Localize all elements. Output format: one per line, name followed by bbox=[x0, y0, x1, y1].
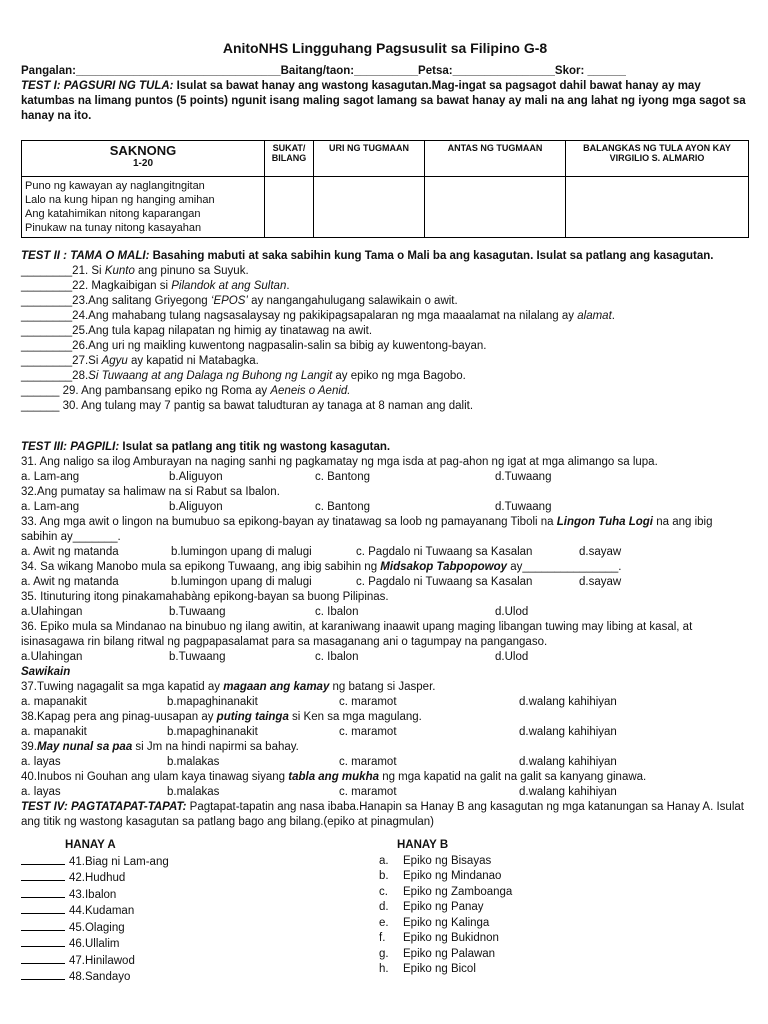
choice-b[interactable]: b.Tuwaang bbox=[169, 651, 226, 663]
hanay-b-item: b. Epiko ng Mindanao bbox=[379, 870, 502, 882]
choice-c[interactable]: c. Bantong bbox=[315, 501, 370, 513]
choice-a[interactable]: a. layas bbox=[21, 756, 61, 768]
answer-blank[interactable]: ________ bbox=[21, 355, 73, 367]
balangkas-header: BALANGKAS NG TULA AYON KAY VIRGILIO S. ALMARIO bbox=[566, 141, 749, 177]
answer-blank[interactable] bbox=[21, 870, 65, 881]
answer-blank[interactable]: ________ bbox=[21, 265, 73, 277]
question-26: ________26.Ang uri ng maikling kuwentong nagpasalin-salin sa bibig ay kuwentong-bayan. bbox=[21, 340, 487, 352]
answer-blank[interactable]: ________ bbox=[21, 295, 73, 307]
hanay-b-item: c. Epiko ng Zamboanga bbox=[379, 885, 513, 898]
choice-b[interactable]: b.lumingon upang di malugi bbox=[171, 546, 312, 558]
answer-blank[interactable]: ________ bbox=[21, 280, 73, 292]
uri-answer-cell[interactable] bbox=[314, 177, 425, 238]
test1-label: TEST I: PAGSURI NG TULA: bbox=[21, 80, 174, 92]
choice-a[interactable]: a.Ulahingan bbox=[21, 651, 83, 663]
hanay-a-item: 46.Ullalim bbox=[21, 936, 351, 953]
choice-c[interactable]: c. maramot bbox=[339, 696, 397, 708]
choice-d[interactable]: d.Ulod bbox=[495, 606, 529, 618]
hanay-b-item: f. Epiko ng Bukidnon bbox=[379, 932, 499, 944]
choice-b[interactable]: b.mapaghinanakit bbox=[167, 696, 258, 708]
hanay-a-item: 47.Hinilawod bbox=[21, 953, 351, 970]
test2-section bbox=[21, 249, 749, 414]
hanay-a bbox=[21, 838, 351, 986]
question-27: ________27.Si Agyu ay kapatid ni Matabagka. bbox=[21, 355, 259, 367]
hanay-a-item: 45.Olaging bbox=[21, 920, 351, 937]
test1-instruction: Isulat sa bawat hanay ang wastong kasagutan.Mag-ingat sa pagsagot dahil bawat hanay ay may katumbas na limang puntos (5 points) ngunit isang maling sagot lamang sa bawat hanay ay mali na ang lahat ng iyong mga sagot sa hanay na ito. bbox=[21, 80, 746, 122]
choice-d[interactable]: d.walang kahihiyan bbox=[519, 696, 617, 708]
question-38: 38.Kapag pera ang pinag-uusapan ay puting tainga si Ken sa mga magulang. bbox=[21, 711, 422, 723]
question-30: ______ 30. Ang tulang may 7 pantig sa bawat taludturan ay tanaga at 8 naman ang dalit. bbox=[21, 400, 474, 412]
choices-31 bbox=[21, 470, 749, 485]
choice-d[interactable]: d.walang kahihiyan bbox=[519, 726, 617, 738]
hanay-a-heading: HANAY A bbox=[65, 839, 116, 851]
hanay-a-item: 44.Kudaman bbox=[21, 903, 351, 920]
question-31: 31. Ang naligo sa ilog Amburayan na naging sanhi ng pagkamatay ng mga isda at pag-ahon ng igat at mga alimango sa lupa. bbox=[21, 456, 658, 468]
choice-a[interactable]: a. mapanakit bbox=[21, 696, 87, 708]
question-32: 32.Ang pumatay sa halimaw na si Rabut sa Ibalon. bbox=[21, 486, 280, 498]
choice-a[interactable]: a. Lam-ang bbox=[21, 501, 80, 513]
answer-blank[interactable]: ________ bbox=[21, 370, 73, 382]
test2-label: TEST II : TAMA O MALI: bbox=[21, 250, 150, 262]
choice-d[interactable]: d.sayaw bbox=[579, 576, 622, 588]
uri-header: URI NG TUGMAAN bbox=[314, 141, 425, 177]
choice-d[interactable]: d.Tuwaang bbox=[495, 471, 552, 483]
test2-instruction: Basahing mabuti at saka sabihin kung Tama o Mali ba ang kasagutan. Isulat sa patlang ang kasagutan. bbox=[149, 250, 714, 262]
poem-line: Pinukaw na tunay nitong kasayahan bbox=[25, 222, 202, 234]
hanay-a-item: 42.Hudhud bbox=[21, 870, 351, 887]
hanay-b-item: d. Epiko ng Panay bbox=[379, 901, 484, 913]
poem-line: Lalo na kung hipan ng hanging amihan bbox=[25, 194, 215, 206]
hanay-b-heading: HANAY B bbox=[397, 839, 449, 851]
choice-b[interactable]: b.Aliguyon bbox=[169, 501, 223, 513]
choice-c[interactable]: c. maramot bbox=[339, 786, 397, 798]
poem-cell bbox=[22, 177, 265, 238]
choice-c[interactable]: c. Pagdalo ni Tuwaang sa Kasalan bbox=[356, 546, 533, 558]
answer-blank[interactable] bbox=[21, 903, 65, 914]
student-info-line: Pangalan:________________________________Baitang/taon:__________Petsa:________________Skor: ______ bbox=[21, 65, 626, 77]
answer-blank[interactable]: ________ bbox=[21, 310, 73, 322]
answer-blank[interactable]: ______ bbox=[21, 385, 63, 397]
choices-32 bbox=[21, 500, 749, 515]
hanay-b-item: g. Epiko ng Palawan bbox=[379, 947, 496, 960]
sukat-header: SUKAT/ BILANG bbox=[265, 141, 314, 177]
test4-instruction: Pagtapat-tapatin ang nasa ibaba.Hanapin sa Hanay B ang kasagutan ng mga katanungan sa Hanay A. Isulat ang titik ng wastong kasagutan sa patlang bago ang bilang.(epiko at pinagmulan) bbox=[21, 801, 744, 828]
question-36: 36. Epiko mula sa Mindanao na binubuo ng ilang awitin, at karaniwang inaawit upang maging libangan tuwing may libing at kasal, at isinasagawa rin bilang ritwal ng pagpapasalamat para sa masaganang ani o tagumpay na pangangaso. bbox=[21, 621, 693, 648]
answer-blank[interactable] bbox=[21, 854, 65, 865]
saknong-table bbox=[21, 140, 749, 238]
choice-a[interactable]: a. Awit ng matanda bbox=[21, 546, 119, 558]
saknong-header bbox=[22, 141, 265, 177]
choice-a[interactable]: a.Ulahingan bbox=[21, 606, 83, 618]
question-40: 40.Inubos ni Gouhan ang ulam kaya tinawag siyang tabla ang mukha ng mga kapatid na galit na galit sa kanyang ginawa. bbox=[21, 771, 647, 783]
hanay-a-item: 43.Ibalon bbox=[21, 887, 351, 904]
choice-b[interactable]: b.mapaghinanakit bbox=[167, 726, 258, 738]
hanay-a-item: 48.Sandayo bbox=[21, 969, 351, 986]
choice-b[interactable]: b.Tuwaang bbox=[169, 606, 226, 618]
question-24: ________24.Ang mahabang tulang nagsasalaysay ng pakikipagsapalaran ng mga maaalamat na nilalang ay alamat. bbox=[21, 310, 615, 322]
choice-c[interactable]: c. Ibalon bbox=[315, 606, 359, 618]
test4-label: TEST IV: PAGTATAPAT-TAPAT: bbox=[21, 801, 187, 813]
antas-header: ANTAS NG TUGMAAN bbox=[425, 141, 566, 177]
question-35: 35. Itinuturing itong pinakamahabàng epikong-bayan sa buong Pilipinas. bbox=[21, 591, 389, 603]
answer-blank[interactable]: ________ bbox=[21, 340, 73, 352]
choice-b[interactable]: b.lumingon upang di malugi bbox=[171, 576, 312, 588]
choices-33 bbox=[21, 545, 749, 560]
sawikain-heading: Sawikain bbox=[21, 666, 71, 678]
choice-d[interactable]: d.walang kahihiyan bbox=[519, 786, 617, 798]
hanay-b-item: h. Epiko ng Bicol bbox=[379, 963, 476, 975]
balangkas-answer-cell[interactable] bbox=[566, 177, 749, 238]
choice-b[interactable]: b.malakas bbox=[167, 786, 220, 798]
choice-c[interactable]: c. maramot bbox=[339, 756, 397, 768]
saknong-head-label: SAKNONG bbox=[109, 143, 177, 158]
choice-a[interactable]: a. mapanakit bbox=[21, 726, 87, 738]
worksheet bbox=[21, 0, 749, 983]
hanay-a-item: 41.Biag ni Lam-ang bbox=[21, 854, 351, 871]
question-28: ________28.Si Tuwaang at ang Dalaga ng Buhong ng Langit ay epiko ng mga Bagobo. bbox=[21, 370, 466, 382]
answer-blank[interactable] bbox=[21, 936, 65, 947]
question-25: ________25.Ang tula kapag nilapatan ng himig ay tinatawag na awit. bbox=[21, 325, 373, 337]
hanay-b-item: e. Epiko ng Kalinga bbox=[379, 916, 490, 929]
question-33: 33. Ang mga awit o lingon na bumubuo sa epikong-bayan ay tinatawag sa loob ng pamayanang Tiboli na Lingon Tuha Logi na ang ibig sabihin ay_______. bbox=[21, 516, 713, 543]
choice-c[interactable]: c. Pagdalo ni Tuwaang sa Kasalan bbox=[356, 576, 533, 588]
test3-section bbox=[21, 440, 749, 830]
question-29: ______ 29. Ang pambansang epiko ng Roma ay Aeneis o Aenid. bbox=[21, 385, 351, 397]
sukat-answer-cell[interactable] bbox=[265, 177, 314, 238]
choices-36 bbox=[21, 650, 749, 665]
choice-a[interactable]: a. Lam-ang bbox=[21, 471, 80, 483]
answer-blank[interactable] bbox=[21, 887, 65, 898]
choice-c[interactable]: c. Bantong bbox=[315, 471, 370, 483]
choice-d[interactable]: d.Tuwaang bbox=[495, 501, 552, 513]
answer-blank[interactable] bbox=[21, 920, 65, 931]
question-39: 39.May nunal sa paa si Jm na hindi napirmi sa bahay. bbox=[21, 741, 299, 753]
choice-a[interactable]: a. layas bbox=[21, 786, 61, 798]
hanay-b bbox=[379, 838, 719, 978]
choices-35 bbox=[21, 605, 749, 620]
choice-d[interactable]: d.walang kahihiyan bbox=[519, 756, 617, 768]
choices-39 bbox=[21, 755, 749, 770]
choice-d[interactable]: d.sayaw bbox=[579, 546, 622, 558]
question-22: ________22. Magkaibigan si Pilandok at ang Sultan. bbox=[21, 280, 290, 292]
test3-label: TEST III: PAGPILI: bbox=[21, 441, 120, 453]
answer-blank[interactable] bbox=[21, 953, 65, 964]
poem-line: Puno ng kawayan ay naglangitngitan bbox=[25, 180, 205, 192]
choice-b[interactable]: b.malakas bbox=[167, 756, 220, 768]
question-34: 34. Sa wikang Manobo mula sa epikong Tuwaang, ang ibig sabihin ng Midsakop Tabpopowoy ay_______________. bbox=[21, 561, 622, 573]
page-title: AnitoNHS Lingguhang Pagsusulit sa Filipino G-8 bbox=[222, 40, 548, 56]
question-21: ________21. Si Kunto ang pinuno sa Suyuk. bbox=[21, 265, 249, 277]
answer-blank[interactable] bbox=[21, 969, 65, 980]
answer-blank[interactable]: ________ bbox=[21, 325, 73, 337]
choices-34 bbox=[21, 575, 749, 590]
poem-line: Ang katahimikan nitong kaparangan bbox=[25, 208, 201, 220]
choice-c[interactable]: c. Ibalon bbox=[315, 651, 359, 663]
choices-40 bbox=[21, 785, 749, 800]
question-37: 37.Tuwing nagagalit sa mga kapatid ay magaan ang kamay ng batang si Jasper. bbox=[21, 681, 436, 693]
choices-38 bbox=[21, 725, 749, 740]
choices-37 bbox=[21, 695, 749, 710]
antas-answer-cell[interactable] bbox=[425, 177, 566, 238]
test1-instructions bbox=[21, 79, 749, 124]
saknong-range: 1-20 bbox=[132, 158, 153, 169]
test3-instruction: Isulat sa patlang ang titik ng wastong kasagutan. bbox=[119, 441, 391, 453]
choice-d[interactable]: d.Ulod bbox=[495, 651, 529, 663]
question-23: ________23.Ang salitang Griyegong ‘EPOS’ ay nangangahulugang salawikain o awit. bbox=[21, 295, 458, 307]
hanay-b-item: a. Epiko ng Bisayas bbox=[379, 854, 492, 867]
choice-a[interactable]: a. Awit ng matanda bbox=[21, 576, 119, 588]
choice-b[interactable]: b.Aliguyon bbox=[169, 471, 223, 483]
answer-blank[interactable]: ______ bbox=[21, 400, 63, 412]
choice-c[interactable]: c. maramot bbox=[339, 726, 397, 738]
